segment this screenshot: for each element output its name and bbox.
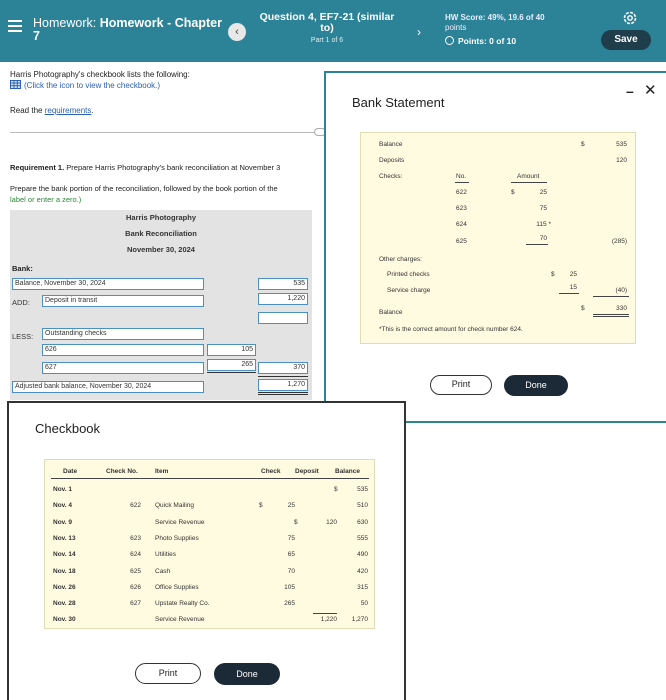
col-header-item: Item: [155, 468, 169, 475]
stmt-deposits-value: 120: [616, 157, 627, 164]
stmt-end-balance-value: 330: [616, 305, 627, 312]
done-button[interactable]: Done: [504, 375, 568, 396]
cell-balance: 535: [357, 486, 368, 493]
prepare-text: Prepare the bank portion of the reconciliation, followed by the book portion of the: [10, 184, 278, 193]
checkbook-link-text[interactable]: (Click the icon to view the checkbook.): [24, 81, 161, 90]
prepare-hint: label or enter a zero.): [10, 195, 82, 204]
cell-balance-dollar: $: [334, 486, 338, 493]
homework-prefix: Homework:: [33, 16, 97, 30]
cell-check: 25: [287, 502, 295, 510]
requirements-link[interactable]: requirements: [44, 106, 92, 115]
read-requirements: [10, 106, 94, 115]
cell-balance: 510: [357, 502, 368, 510]
adjusted-balance-amount-field[interactable]: 1,270: [258, 379, 308, 391]
cell-deposit: 120: [326, 518, 337, 526]
stmt-col-amount-underline: [511, 182, 547, 183]
stmt-double-line-bottom: [593, 316, 629, 317]
question-part: Part 1 of 6: [310, 37, 344, 44]
read-suffix: .: [91, 106, 94, 115]
cell-check-no: 622: [130, 502, 141, 510]
hw-score: [445, 13, 575, 33]
stmt-balance-value: 535: [616, 141, 627, 148]
checkbook-link[interactable]: [10, 80, 190, 91]
cell-balance: 490: [357, 551, 368, 559]
intro-text: [10, 69, 190, 91]
cell-date: Nov. 1: [53, 486, 73, 493]
cell-check: 70: [287, 567, 295, 575]
requirement-heading: [10, 163, 280, 172]
checkbook-dialog: [7, 401, 406, 700]
checkbook-done-button[interactable]: Done: [214, 663, 280, 685]
menu-icon[interactable]: [8, 20, 22, 34]
read-prefix: Read the: [10, 106, 45, 115]
stmt-check-dollar: $: [511, 189, 515, 196]
cell-check: 105: [284, 583, 295, 591]
col-header-check-no: Check No.: [106, 468, 138, 475]
outstanding-check-1-field[interactable]: 626: [42, 344, 204, 356]
stmt-col-amount: Amount: [517, 173, 540, 180]
col-header-check: Check: [261, 468, 281, 475]
stmt-footnote: *This is the correct amount for check number 624.: [379, 326, 523, 333]
cell-check: 65: [287, 551, 295, 559]
stmt-service-label: Service charge: [387, 287, 431, 294]
stmt-balance-label: Balance: [379, 141, 403, 148]
stmt-checks-total: (285): [611, 238, 627, 245]
stmt-check-amount: 70: [539, 235, 547, 242]
requirement-label: Requirement 1.: [10, 163, 65, 172]
stmt-end-dollar: $: [581, 305, 585, 312]
cell-check: 265: [284, 600, 295, 608]
less-label: LESS:: [12, 332, 34, 341]
stmt-checks-label: Checks:: [379, 173, 403, 180]
cell-item: Quick Mailing: [155, 502, 195, 510]
cell-item: Office Supplies: [155, 583, 199, 591]
cell-item: Upstate Realty Co.: [155, 600, 210, 608]
stmt-balance-dollar: $: [581, 141, 585, 148]
deposit-underline: [313, 613, 337, 614]
less-total-field[interactable]: 370: [258, 362, 308, 374]
stmt-printed-value: 25: [569, 271, 577, 278]
cell-date: Nov. 4: [53, 502, 73, 510]
gear-icon[interactable]: [622, 10, 638, 26]
cell-check: 75: [287, 534, 295, 542]
intro-line: Harris Photography's checkbook lists the following:: [10, 70, 190, 79]
points-indicator: [445, 36, 516, 46]
header-rule: [51, 478, 369, 479]
bank-section-label: Bank:: [12, 264, 33, 273]
close-button[interactable]: ✕: [644, 82, 657, 99]
table-icon[interactable]: [10, 80, 21, 89]
cell-date: Nov. 13: [53, 534, 76, 542]
cell-check-dollar: $: [259, 502, 263, 510]
outstanding-check-2-amount[interactable]: 265: [207, 359, 256, 371]
cell-balance: 1,270: [351, 616, 368, 624]
balance-amount-field[interactable]: 535: [258, 278, 308, 290]
hw-score-line1: HW Score: 49%, 19.6 of 40: [445, 13, 545, 22]
bank-statement-table: [360, 132, 636, 344]
cell-date: Nov. 30: [53, 616, 76, 624]
less-item-field[interactable]: Outstanding checks: [42, 328, 204, 340]
points-text: Points: 0 of 10: [458, 36, 517, 46]
balance-label-field[interactable]: Balance, November 30, 2024: [12, 278, 204, 290]
stmt-double-line-top: [593, 314, 629, 315]
stmt-checks-underline: [526, 244, 548, 245]
col-header-balance: Balance: [335, 468, 360, 475]
cell-date: Nov. 26: [53, 583, 76, 591]
col-header-deposit: Deposit: [295, 468, 319, 475]
cell-check-no: 623: [130, 534, 141, 542]
cell-date: Nov. 18: [53, 567, 76, 575]
stmt-other-underline: [559, 293, 579, 294]
cell-deposit: 1,220: [320, 616, 337, 624]
less-total-underline: [258, 376, 308, 377]
stmt-service-value: 15: [569, 284, 577, 291]
question-title: Question 4, EF7-21 (similar to): [259, 11, 395, 34]
stmt-printed-dollar: $: [551, 271, 555, 278]
requirement-text: Prepare Harris Photography's bank reconciliation at November 3: [64, 163, 281, 172]
cell-item: Cash: [155, 567, 171, 575]
hw-score-line2: points: [445, 23, 467, 32]
stmt-printed-label: Printed checks: [387, 271, 430, 278]
stmt-col-no-underline: [455, 182, 469, 183]
divider: [10, 132, 320, 133]
reconciliation-header: [10, 210, 312, 258]
cell-date: Nov. 14: [53, 551, 76, 559]
recon-company: Harris Photography: [125, 213, 196, 222]
top-bar: [0, 0, 666, 62]
add-amount-field[interactable]: 1,220: [258, 293, 308, 305]
cell-item: Service Revenue: [155, 518, 205, 526]
add-label: ADD:: [12, 298, 30, 307]
stmt-other-label: Other charges:: [379, 256, 422, 263]
previous-question-button[interactable]: ‹: [228, 23, 246, 41]
stmt-check-amount: 75: [539, 205, 547, 212]
prepare-instructions: [10, 183, 325, 205]
points-circle-icon: [445, 36, 454, 45]
homework-name: Homework - Chapter 7: [33, 16, 222, 43]
cell-balance: 420: [357, 567, 368, 575]
print-button[interactable]: Print: [430, 375, 492, 395]
outstanding-check-2-field[interactable]: 627: [42, 362, 204, 374]
save-button[interactable]: Save: [601, 30, 651, 50]
cell-balance: 630: [357, 518, 368, 526]
col-header-date: Date: [63, 468, 78, 475]
cell-date: Nov. 28: [53, 600, 76, 608]
stmt-check-amount: 115 *: [536, 221, 551, 228]
minimize-button[interactable]: –: [626, 83, 634, 99]
stmt-end-balance-label: Balance: [379, 309, 403, 316]
cell-check-no: 627: [130, 600, 141, 608]
cell-check-no: 624: [130, 551, 141, 559]
stmt-other-total: (40): [615, 287, 627, 294]
stmt-check-amount: 25: [539, 189, 547, 196]
cell-balance: 315: [357, 583, 368, 591]
stmt-total-underline: [593, 296, 629, 297]
stmt-col-no: No.: [456, 173, 467, 180]
adjusted-balance-double-line: [258, 392, 308, 395]
stmt-check-no: 622: [456, 189, 467, 196]
cell-balance: 555: [357, 534, 368, 542]
cell-item: Photo Supplies: [155, 534, 199, 542]
cell-check-no: 626: [130, 583, 141, 591]
checkbook-title: Checkbook: [35, 421, 101, 436]
next-question-button[interactable]: ›: [417, 25, 421, 39]
outstanding-check-1-amount[interactable]: 105: [207, 344, 256, 356]
cell-date: Nov. 9: [53, 518, 73, 526]
adjusted-balance-label-field[interactable]: Adjusted bank balance, November 30, 2024: [12, 381, 204, 393]
add-item-field[interactable]: Deposit in transit: [42, 295, 204, 307]
subtotal-field[interactable]: [258, 312, 308, 324]
recon-title: Bank Reconciliation: [125, 229, 197, 238]
stmt-check-no: 624: [456, 221, 467, 228]
check-subtotal-line: [207, 372, 256, 373]
cell-deposit-dollar: $: [294, 518, 298, 526]
checkbook-table: [44, 459, 375, 629]
homework-title: [33, 17, 223, 43]
stmt-check-no: 623: [456, 205, 467, 212]
cell-item: Utilities: [155, 551, 176, 559]
bank-statement-dialog: [324, 71, 666, 423]
cell-balance: 50: [360, 600, 368, 608]
stmt-check-no: 625: [456, 238, 467, 245]
cell-item: Service Revenue: [155, 616, 205, 624]
stmt-deposits-label: Deposits: [379, 157, 405, 164]
recon-date: November 30, 2024: [127, 245, 195, 254]
checkbook-print-button[interactable]: Print: [135, 663, 201, 684]
cell-check-no: 625: [130, 567, 141, 575]
bank-statement-title: Bank Statement: [352, 95, 445, 110]
